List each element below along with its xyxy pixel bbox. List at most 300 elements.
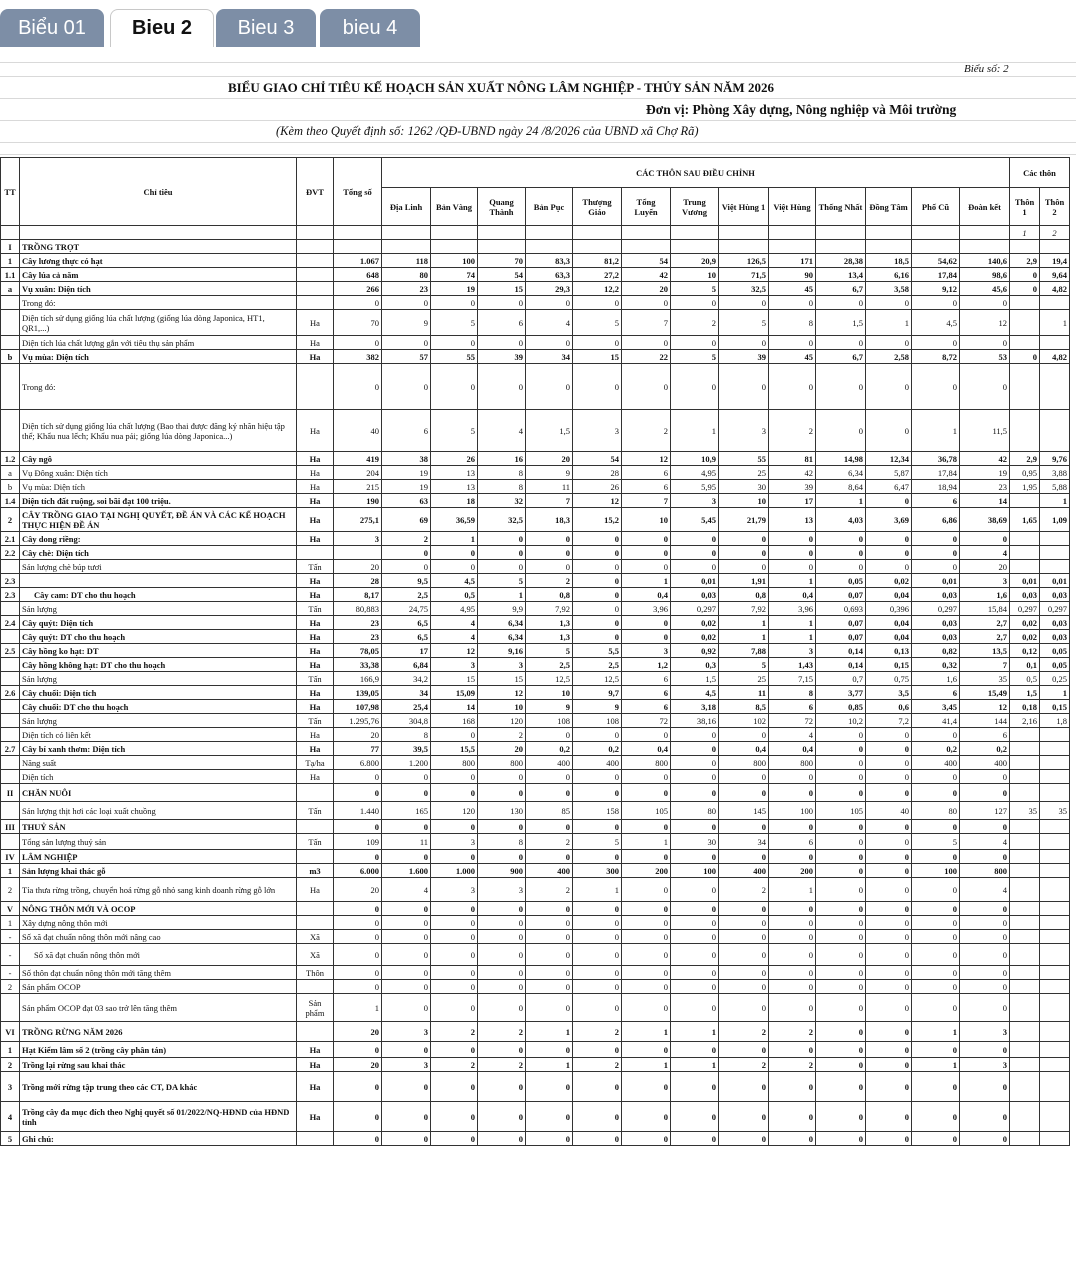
row-village-value: 4,5 [912, 310, 960, 336]
row-unit: Tấn [297, 834, 334, 850]
row-indicator: Sản lượng thịt hơi các loại xuất chuồng [20, 802, 297, 820]
row-village-value: 30 [719, 480, 769, 494]
row-village-value: 0 [719, 1042, 769, 1058]
row-village-value [671, 240, 719, 254]
row-village-value: 25 [719, 466, 769, 480]
row-village-value: 0 [671, 784, 719, 802]
header-village: Việt Hùng 1 [719, 188, 769, 226]
row-village-value: 0 [622, 1072, 671, 1102]
row-tt: 2.3 [1, 574, 20, 588]
responsible-unit: Đơn vị: Phòng Xây dựng, Nông nghiệp và Môi trường [646, 102, 957, 117]
row-village-value: 5 [719, 310, 769, 336]
row-village-value: 0 [671, 820, 719, 834]
row-village-value: 19 [960, 466, 1010, 480]
row-village-value: 0 [719, 850, 769, 864]
row-village-value: 20,9 [671, 254, 719, 268]
row-village-value: 0 [526, 1072, 573, 1102]
row-village-value: 0 [622, 1102, 671, 1132]
row-total: 6.800 [334, 756, 382, 770]
row-village-value: 0 [382, 850, 431, 864]
row-village-value: 0,92 [671, 644, 719, 658]
row-village-value: 0 [478, 560, 526, 574]
row-unit: Ha [297, 686, 334, 700]
row-village-value: 400 [719, 864, 769, 878]
row-village-value: 39 [719, 350, 769, 364]
row-village-value: 0 [573, 902, 622, 916]
row-village-value: 0 [573, 1102, 622, 1132]
row-tt [1, 994, 20, 1022]
row-village-value: 8,72 [912, 350, 960, 364]
row-village-value: 15 [478, 672, 526, 686]
table-row [1, 980, 1070, 994]
table-row [1, 784, 1070, 802]
row-unit [297, 980, 334, 994]
row-tt: 1.1 [1, 268, 20, 282]
row-village-value [1040, 336, 1070, 350]
row-village-value: 1,91 [719, 574, 769, 588]
row-village-value: 0 [912, 296, 960, 310]
row-total: 8,17 [334, 588, 382, 602]
row-village-value: 4,82 [1040, 350, 1070, 364]
row-village-value [719, 240, 769, 254]
row-village-value: 35 [1010, 802, 1040, 820]
row-village-value: 0 [478, 916, 526, 930]
row-village-value: 8 [769, 310, 816, 336]
table-row [1, 602, 1070, 616]
row-village-value: 0 [526, 296, 573, 310]
row-village-value: 6 [382, 410, 431, 452]
row-village-value: 0 [573, 546, 622, 560]
row-village-value: 25 [719, 672, 769, 686]
row-village-value: 0,4 [622, 588, 671, 602]
row-unit: Ha [297, 728, 334, 742]
row-village-value: 0 [622, 784, 671, 802]
row-village-value: 0 [769, 784, 816, 802]
row-village-value: 0 [960, 994, 1010, 1022]
row-village-value: 0 [816, 336, 866, 350]
row-tt: 2.1 [1, 532, 20, 546]
row-village-value: 45 [769, 350, 816, 364]
row-village-value: 0 [382, 966, 431, 980]
row-village-value: 7,92 [526, 602, 573, 616]
row-unit [297, 820, 334, 834]
row-village-value: 0 [866, 1132, 912, 1146]
row-village-value: 1 [719, 630, 769, 644]
row-village-value: 0 [431, 930, 478, 944]
row-village-value: 57 [382, 350, 431, 364]
row-village-value [1040, 966, 1070, 980]
row-village-value: 34,2 [382, 672, 431, 686]
row-village-value: 0 [573, 574, 622, 588]
row-unit: Ha [297, 742, 334, 756]
row-village-value: 0 [866, 834, 912, 850]
row-village-value: 0 [478, 784, 526, 802]
row-village-value: 30 [671, 834, 719, 850]
row-village-value: 0 [960, 532, 1010, 546]
row-village-value: 4 [478, 410, 526, 452]
table-row [1, 410, 1070, 452]
row-village-value: 6,5 [382, 616, 431, 630]
row-village-value: 0 [573, 616, 622, 630]
row-village-value: 144 [960, 714, 1010, 728]
row-village-value: 6,34 [816, 466, 866, 480]
header-thon-group: Các thôn [1010, 158, 1070, 188]
row-village-value: 0 [719, 364, 769, 410]
row-village-value: 14,98 [816, 452, 866, 466]
row-village-value: 7 [960, 658, 1010, 672]
row-indicator: Số xã đạt chuẩn nông thôn mới nâng cao [20, 930, 297, 944]
tab-bieu-01[interactable]: Biểu 01 [0, 9, 104, 47]
row-village-value: 0 [573, 602, 622, 616]
row-village-value: 23 [382, 282, 431, 296]
row-unit: Ha [297, 878, 334, 902]
header-tong-so: Tổng số [334, 158, 382, 226]
row-village-value: 2,16 [1010, 714, 1040, 728]
row-village-value: 0 [912, 1072, 960, 1102]
row-indicator: Sản lượng [20, 714, 297, 728]
row-tt: 2.5 [1, 644, 20, 658]
row-village-value [1040, 784, 1070, 802]
row-village-value: 0 [816, 532, 866, 546]
row-village-value: 800 [478, 756, 526, 770]
row-village-value: 0 [866, 878, 912, 902]
row-village-value: 120 [478, 714, 526, 728]
row-village-value: 0 [478, 902, 526, 916]
row-village-value: 0 [478, 994, 526, 1022]
row-village-value: 10,2 [816, 714, 866, 728]
row-total: 1.440 [334, 802, 382, 820]
row-village-value [478, 240, 526, 254]
row-village-value: 0 [769, 902, 816, 916]
row-village-value: 0,03 [671, 588, 719, 602]
row-indicator: Cây hồng không hạt: DT cho thu hoạch [20, 658, 297, 672]
row-total: 77 [334, 742, 382, 756]
row-village-value: 2 [526, 574, 573, 588]
row-village-value: 171 [769, 254, 816, 268]
row-village-value: 0 [382, 1132, 431, 1146]
row-village-value: 2 [573, 1022, 622, 1042]
tab-bieu-2[interactable]: Bieu 2 [110, 9, 214, 47]
row-indicator: Sản lượng [20, 602, 297, 616]
row-village-value: 0 [719, 336, 769, 350]
row-village-value [622, 240, 671, 254]
row-village-value: 9,5 [382, 574, 431, 588]
row-village-value: 0,297 [671, 602, 719, 616]
row-village-value: 0 [431, 944, 478, 966]
row-village-value: 38 [382, 452, 431, 466]
row-indicator: Diện tích lúa chất lượng gắn với tiêu thụ sản phẩm [20, 336, 297, 350]
row-tt: 3 [1, 1072, 20, 1102]
row-village-value: 0 [431, 336, 478, 350]
row-village-value: 4 [382, 878, 431, 902]
row-village-value: 0,2 [526, 742, 573, 756]
row-village-value: 0 [866, 364, 912, 410]
row-village-value: 1 [622, 1058, 671, 1072]
table-row [1, 254, 1070, 268]
header-village: Thôn 2 [1040, 188, 1070, 226]
row-village-value: 0,07 [816, 588, 866, 602]
row-village-value: 0 [960, 916, 1010, 930]
row-village-value: 14 [960, 494, 1010, 508]
row-village-value: 0 [866, 532, 912, 546]
row-village-value: 0 [866, 728, 912, 742]
row-tt [1, 672, 20, 686]
row-unit: Ha [297, 350, 334, 364]
row-village-value: 0 [912, 850, 960, 864]
row-village-value: 4,03 [816, 508, 866, 532]
row-village-value: 4 [431, 630, 478, 644]
row-village-value: 0 [960, 296, 1010, 310]
row-village-value: 0 [912, 546, 960, 560]
row-total: 20 [334, 728, 382, 742]
row-village-value: 100 [769, 802, 816, 820]
table-row [1, 930, 1070, 944]
row-village-value: 0 [573, 532, 622, 546]
row-village-value: 9,9 [478, 602, 526, 616]
row-village-value: 5,87 [866, 466, 912, 480]
row-village-value: 0 [866, 916, 912, 930]
row-village-value [1010, 850, 1040, 864]
row-village-value: 0 [866, 820, 912, 834]
header-village: Thống Nhất [816, 188, 866, 226]
row-indicator: THUỶ SẢN [20, 820, 297, 834]
row-village-value: 29,3 [526, 282, 573, 296]
row-village-value: 3,77 [816, 686, 866, 700]
row-village-value: 0,01 [1040, 574, 1070, 588]
row-village-value: 54,62 [912, 254, 960, 268]
row-village-value: 0 [719, 966, 769, 980]
row-village-value: 0,82 [912, 644, 960, 658]
row-total: 80,883 [334, 602, 382, 616]
row-village-value: 120 [431, 802, 478, 820]
header-village: Bản Vàng [431, 188, 478, 226]
row-village-value: 6,34 [478, 616, 526, 630]
row-village-value: 1 [671, 1022, 719, 1042]
row-village-value: 0 [573, 1042, 622, 1058]
row-village-value: 1,5 [1010, 686, 1040, 700]
row-village-value: 7,2 [866, 714, 912, 728]
row-unit: Tấn [297, 714, 334, 728]
row-village-value: 0 [866, 560, 912, 574]
row-village-value: 3 [431, 658, 478, 672]
row-village-value: 1 [671, 410, 719, 452]
table-row [1, 350, 1070, 364]
row-total: 275,1 [334, 508, 382, 532]
row-village-value: 0 [478, 1102, 526, 1132]
tab-bieu-4[interactable]: bieu 4 [320, 9, 420, 47]
row-village-value: 0,297 [1010, 602, 1040, 616]
row-indicator: Cây quýt: Diện tích [20, 616, 297, 630]
row-total: 20 [334, 560, 382, 574]
row-total: 0 [334, 770, 382, 784]
row-tt [1, 770, 20, 784]
subnumber-cell [478, 226, 526, 240]
row-village-value: 6,7 [816, 282, 866, 296]
row-village-value: 0,03 [912, 630, 960, 644]
row-village-value: 0 [912, 770, 960, 784]
row-village-value: 2 [671, 310, 719, 336]
row-village-value [1040, 916, 1070, 930]
row-village-value: 0 [671, 902, 719, 916]
row-village-value: 800 [960, 864, 1010, 878]
row-tt: 2 [1, 1058, 20, 1072]
row-village-value: 1 [526, 1022, 573, 1042]
row-village-value: 0 [431, 1072, 478, 1102]
row-village-value: 19,4 [1040, 254, 1070, 268]
row-village-value: 0 [816, 878, 866, 902]
row-village-value: 300 [573, 864, 622, 878]
row-village-value: 304,8 [382, 714, 431, 728]
row-village-value: 0,4 [622, 742, 671, 756]
row-village-value: 0 [478, 930, 526, 944]
row-village-value: 6,84 [382, 658, 431, 672]
subnumber-cell [769, 226, 816, 240]
row-village-value: 0 [960, 770, 1010, 784]
row-village-value: 1,3 [526, 630, 573, 644]
row-village-value: 0 [622, 916, 671, 930]
row-village-value: 9 [526, 466, 573, 480]
row-village-value: 0 [622, 296, 671, 310]
row-village-value: 0 [526, 546, 573, 560]
row-village-value: 80 [912, 802, 960, 820]
row-unit [297, 1022, 334, 1042]
row-village-value: 0 [866, 784, 912, 802]
row-village-value: 0 [960, 1102, 1010, 1132]
row-village-value: 0 [912, 878, 960, 902]
row-village-value [1040, 296, 1070, 310]
row-village-value: 10 [671, 268, 719, 282]
row-unit: Xã [297, 944, 334, 966]
row-village-value: 1 [671, 1058, 719, 1072]
row-tt: 2 [1, 878, 20, 902]
data-table [0, 157, 1070, 1146]
row-village-value [1040, 532, 1070, 546]
tab-bieu-3[interactable]: Bieu 3 [216, 9, 316, 47]
row-village-value: 34 [719, 834, 769, 850]
table-row [1, 310, 1070, 336]
table-row [1, 756, 1070, 770]
row-village-value: 0 [526, 820, 573, 834]
row-village-value [1010, 756, 1040, 770]
row-village-value: 0 [816, 902, 866, 916]
row-village-value: 800 [769, 756, 816, 770]
row-village-value [1040, 410, 1070, 452]
row-village-value [1010, 1022, 1040, 1042]
row-village-value: 0 [816, 930, 866, 944]
row-total: 40 [334, 410, 382, 452]
row-total: 0 [334, 1072, 382, 1102]
row-village-value: 2 [573, 1058, 622, 1072]
row-unit [297, 546, 334, 560]
row-village-value: 5 [431, 410, 478, 452]
row-village-value [1040, 1132, 1070, 1146]
row-village-value: 0 [622, 820, 671, 834]
row-total: 20 [334, 1022, 382, 1042]
row-indicator: Trong đó: [20, 364, 297, 410]
row-village-value: 7 [622, 494, 671, 508]
row-unit [297, 282, 334, 296]
row-village-value: 140,6 [960, 254, 1010, 268]
row-village-value: 0 [866, 296, 912, 310]
row-village-value [1010, 916, 1040, 930]
row-village-value: 12 [431, 644, 478, 658]
row-village-value: 4 [431, 616, 478, 630]
row-village-value: 1,2 [622, 658, 671, 672]
row-village-value: 15,5 [431, 742, 478, 756]
row-village-value: 6 [769, 700, 816, 714]
row-village-value: 20 [526, 452, 573, 466]
row-village-value: 2,5 [573, 658, 622, 672]
row-village-value: 0,03 [912, 616, 960, 630]
row-village-value: 0 [622, 546, 671, 560]
row-village-value: 0 [671, 532, 719, 546]
table-row [1, 994, 1070, 1022]
row-village-value: 0 [816, 742, 866, 756]
row-village-value: 0 [816, 1072, 866, 1102]
row-village-value: 0,02 [866, 574, 912, 588]
row-village-value: 3 [382, 1022, 431, 1042]
row-village-value: 0 [382, 296, 431, 310]
row-village-value: 3,18 [671, 700, 719, 714]
row-total: 33,38 [334, 658, 382, 672]
row-village-value: 0 [769, 820, 816, 834]
row-village-value: 0 [478, 770, 526, 784]
row-village-value: 1.000 [431, 864, 478, 878]
row-village-value [1040, 728, 1070, 742]
row-unit: Tấn [297, 602, 334, 616]
row-village-value: 0 [622, 1132, 671, 1146]
table-row [1, 742, 1070, 756]
row-village-value: 42 [622, 268, 671, 282]
row-village-value: 0 [866, 770, 912, 784]
row-village-value: 0 [816, 850, 866, 864]
row-village-value: 0 [866, 1058, 912, 1072]
row-village-value: 10 [526, 686, 573, 700]
row-village-value: 0 [382, 336, 431, 350]
row-village-value: 69 [382, 508, 431, 532]
row-village-value [1010, 336, 1040, 350]
sheet-tab-bar [0, 0, 1076, 56]
row-village-value: 5 [431, 310, 478, 336]
row-village-value: 0 [866, 742, 912, 756]
row-village-value: 0,15 [1040, 700, 1070, 714]
row-village-value [1010, 994, 1040, 1022]
row-village-value [816, 240, 866, 254]
row-village-value [1010, 966, 1040, 980]
row-village-value: 0,18 [1010, 700, 1040, 714]
row-total: 28 [334, 574, 382, 588]
row-village-value: 1 [1040, 310, 1070, 336]
row-village-value: 6 [622, 700, 671, 714]
row-total: 0 [334, 1132, 382, 1146]
row-total: 0 [334, 930, 382, 944]
table-row [1, 588, 1070, 602]
row-village-value: 45,6 [960, 282, 1010, 296]
row-village-value: 12,34 [866, 452, 912, 466]
row-village-value: 0,2 [960, 742, 1010, 756]
row-village-value: 0 [912, 930, 960, 944]
row-total: 20 [334, 878, 382, 902]
row-village-value: 13,4 [816, 268, 866, 282]
row-village-value: 0 [526, 336, 573, 350]
row-tt: 1 [1, 864, 20, 878]
row-village-value [1010, 1058, 1040, 1072]
row-tt: II [1, 784, 20, 802]
row-village-value [1010, 820, 1040, 834]
table-row [1, 560, 1070, 574]
row-village-value: 0 [526, 728, 573, 742]
row-village-value: 0 [573, 980, 622, 994]
